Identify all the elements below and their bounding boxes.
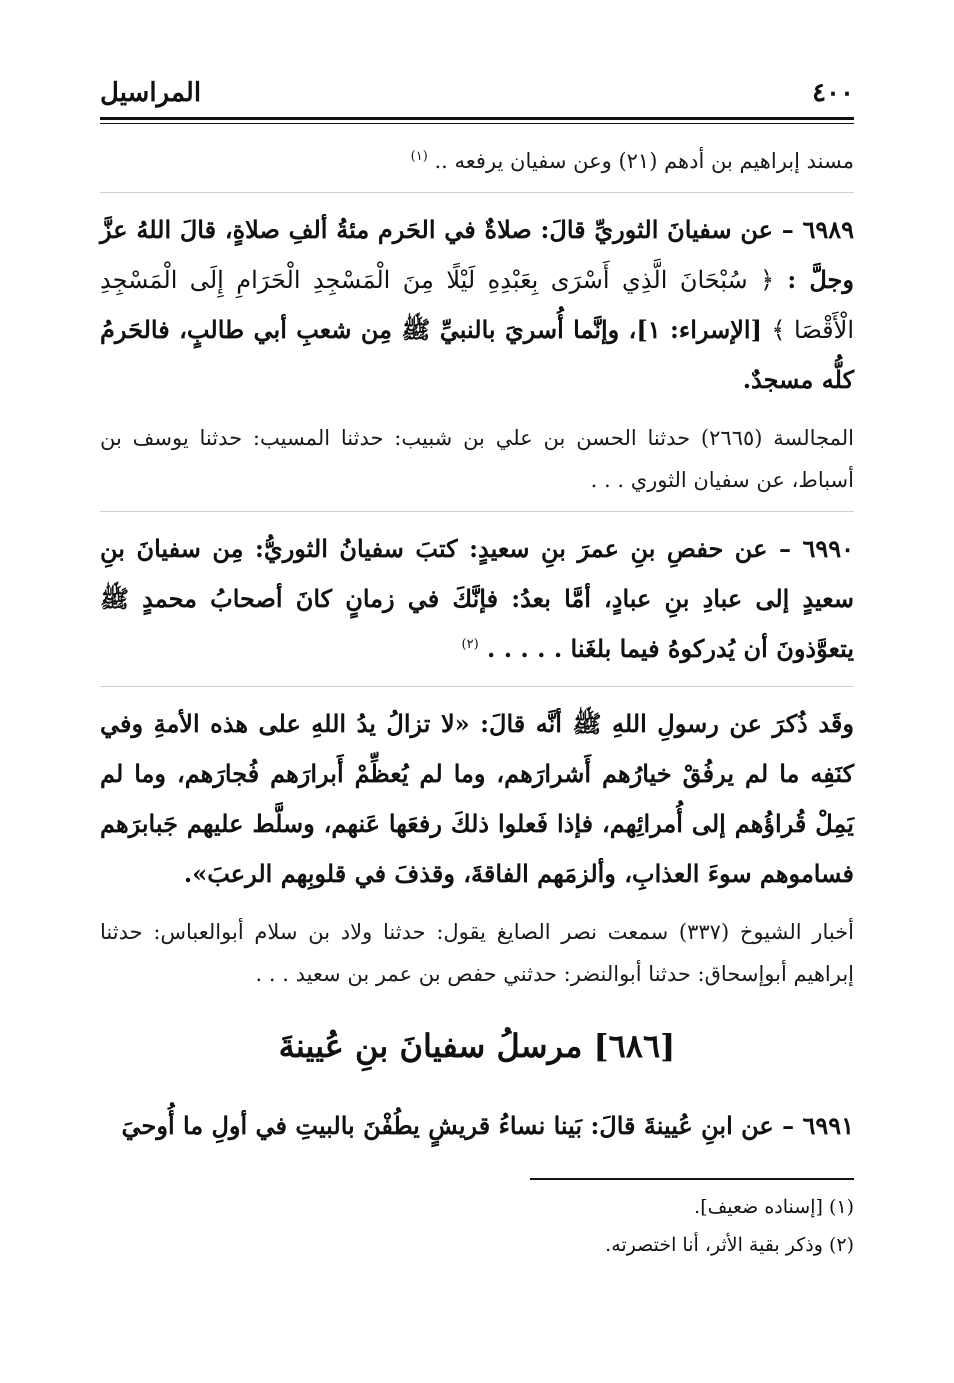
footnote-ref-2: (٢) bbox=[461, 637, 479, 652]
source-citation-text: مسند إبراهيم بن أدهم (٢١) وعن سفيان يرفعه .. bbox=[434, 149, 854, 173]
block-separator bbox=[100, 686, 854, 687]
block-separator bbox=[100, 511, 854, 512]
quran-verse: ﴿ سُبْحَانَ الَّذِي أَسْرَى بِعَبْدِهِ لَيْلًا مِنَ الْمَسْجِدِ الْحَرَامِ إِلَى الْمَسْجِدِ الْأَقْصَا ﴾ bbox=[100, 266, 854, 344]
running-title: المراسيل bbox=[100, 78, 202, 108]
hadith-6989 bbox=[100, 205, 854, 405]
header-rule-thick bbox=[100, 117, 854, 120]
hadith-text: عن ابنِ عُيينةَ قالَ: بَينا نساءُ قريشٍ يطُفْنَ بالبيتِ في أولِ ما أُوحيَ bbox=[121, 1111, 774, 1140]
hadith-6991 bbox=[100, 1101, 854, 1151]
hadith-text: عن سفيانَ الثوريِّ قالَ: صلاةٌ في الحَرم مئةُ ألفِ صلاةٍ، قالَ اللهُ عزَّ وجلَّ : bbox=[100, 215, 854, 294]
footnotes bbox=[100, 1188, 854, 1264]
page-header bbox=[100, 78, 854, 118]
hadith-6990 bbox=[100, 524, 854, 674]
footnote-2: (٢) وذكر بقية الأثر، أنا اختصرته. bbox=[605, 1234, 854, 1256]
page-number: ٤٠٠ bbox=[812, 78, 854, 108]
section-title: [٦٨٦] مرسلُ سفيانَ بنِ عُيينةَ bbox=[278, 1027, 676, 1065]
footnote-rule bbox=[530, 1178, 854, 1180]
footnote-ref-1: (١) bbox=[410, 149, 428, 164]
footnote-1: (١) [إسناده ضعيف]. bbox=[694, 1196, 854, 1218]
block-separator bbox=[100, 192, 854, 193]
header-rule-thin bbox=[100, 123, 854, 124]
hadith-text: عن حفصِ بنِ عمرَ بنِ سعيدٍ: كتبَ سفيانُ الثوريُّ: مِن سفيانَ بنِ سعيدٍ إلى عبادِ بنِ عبادٍ، أمَّا بعدُ: فإنَّكَ في زمانٍ كانَ أصحابُ محمدٍ ﷺ يتعوَّذونَ أن يُدركوهُ فيما بلغَنا . . . . . bbox=[100, 534, 854, 663]
source-citation-akhbar: أخبار الشيوخ (٣٣٧) سمعت نصر الصايغ يقول: حدثنا ولاد بن سلام أبوالعباس: حدثنا إبراهيم أبوإسحاق: حدثنا أبوالنضر: حدثني حفص بن عمر بن سعيد . . . bbox=[100, 920, 854, 986]
source-citation-6989: المجالسة (٢٦٦٥) حدثنا الحسن بن علي بن شبيب: حدثنا المسيب: حدثنا يوسف بن أسباط، عن سفيان الثوري . . . bbox=[100, 426, 855, 492]
source-citation-intro bbox=[100, 140, 854, 182]
hadith-prophetic-report: وقَد ذُكرَ عن رسولِ اللهِ ﷺ أنَّه قالَ: «لا تزالُ يدُ اللهِ على هذه الأمةِ وفي كنَفِه ما لم يرفُقْ خيارُهم أَشرارَهم، وما لم يُعظِّمْ أَبرارَهم فُجارَهم، وما لم يَمِلْ قُراؤُهم إلى أُمرائِهم، فإذا فَعلوا ذلكَ رفعَها عَنهم، وسلَّط عليهم جَبابرَهم فساموهم سوءَ العذابِ، وألزمَهم الفاقةَ، وقذفَ في قلوبِهم الرعبَ». bbox=[100, 709, 854, 888]
hadith-number: ٦٩٨٩ – bbox=[781, 215, 855, 244]
hadith-number: ٦٩٩١ – bbox=[782, 1111, 854, 1140]
page-body bbox=[100, 140, 854, 1163]
hadith-text: [الإسراء: ١]، وإنَّما أُسريَ بالنبيِّ ﷺ مِن شعبِ أبي طالبٍ، فالحَرمُ كلُّه مسجدٌ. bbox=[100, 315, 854, 394]
hadith-number: ٦٩٩٠ – bbox=[778, 534, 855, 563]
